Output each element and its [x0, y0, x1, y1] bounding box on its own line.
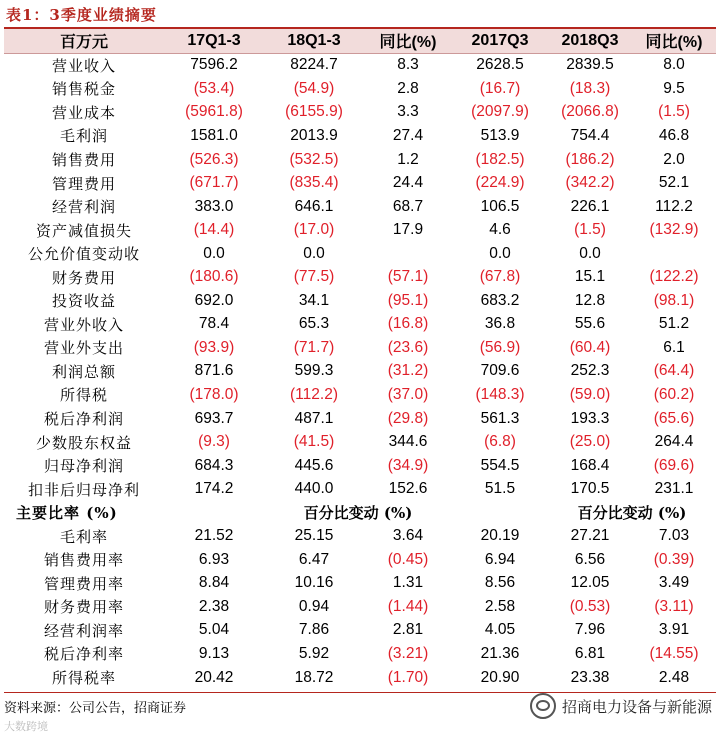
value-cell: 709.6 — [480, 362, 520, 380]
value-cell: (132.9) — [649, 221, 699, 239]
value-cell: (3.21) — [387, 644, 429, 662]
value-cell: (2066.8) — [561, 103, 619, 121]
value-cell: 12.05 — [570, 574, 610, 592]
value-cell: 1.31 — [392, 574, 424, 592]
table-row — [4, 313, 716, 337]
table-row — [4, 289, 716, 313]
value-cell: 487.1 — [294, 409, 334, 427]
value-cell: (1.5) — [658, 103, 690, 121]
change-label-1: 百分比变动 (%) — [303, 504, 413, 523]
value-cell: 2.48 — [658, 668, 690, 686]
value-cell: (37.0) — [387, 385, 429, 403]
value-cell: 8.84 — [198, 574, 230, 592]
value-cell: (1.70) — [387, 668, 429, 686]
header-cell: 百万元 — [4, 29, 164, 53]
table-row — [4, 124, 716, 148]
value-cell: (16.7) — [479, 79, 521, 97]
watermark-secondary-text: 大数跨境 — [4, 720, 48, 733]
value-cell: 226.1 — [570, 197, 610, 215]
table-row — [4, 407, 716, 431]
value-cell: 440.0 — [294, 480, 334, 498]
value-cell: 65.3 — [298, 315, 330, 333]
value-cell — [632, 242, 716, 266]
ratio-section-header — [4, 501, 716, 525]
value-cell: 6.94 — [484, 550, 516, 568]
value-cell: (17.0) — [293, 221, 335, 239]
value-cell: (60.2) — [653, 385, 695, 403]
value-cell: 2.8 — [397, 79, 419, 97]
header-cell: 18Q1-3 — [264, 29, 364, 53]
table-row — [4, 595, 716, 619]
value-cell: (16.8) — [387, 315, 429, 333]
value-cell: 1581.0 — [190, 126, 238, 144]
value-cell: (29.8) — [387, 409, 429, 427]
header-cell: 同比(%) — [632, 29, 716, 53]
table-row — [4, 666, 716, 690]
value-cell: (77.5) — [293, 268, 335, 286]
value-cell: 6.47 — [298, 550, 330, 568]
watermark-secondary — [4, 718, 48, 734]
source-note: 资料来源：公司公告，招商证券 — [4, 701, 187, 716]
header-cell: 2017Q3 — [452, 29, 548, 53]
row-label: 销售税金 — [51, 80, 116, 99]
row-label: 营业成本 — [51, 103, 116, 122]
value-cell: 8.56 — [484, 574, 516, 592]
row-label: 经营利润率 — [43, 621, 124, 640]
table-row — [4, 548, 716, 572]
value-cell: 51.2 — [658, 315, 690, 333]
value-cell: 9.5 — [663, 79, 685, 97]
value-cell: 3.3 — [397, 103, 419, 121]
value-cell: 7.03 — [658, 527, 690, 545]
value-cell: (53.4) — [193, 79, 235, 97]
row-label: 管理费用率 — [43, 574, 124, 593]
table-row — [4, 619, 716, 643]
table-row — [4, 524, 716, 548]
value-cell: 112.2 — [655, 197, 693, 215]
row-label: 毛利润 — [59, 127, 108, 146]
value-cell: 55.6 — [574, 315, 606, 333]
header-cell: 17Q1-3 — [164, 29, 264, 53]
value-cell — [364, 242, 452, 266]
row-label: 管理费用 — [51, 174, 116, 193]
value-cell: 445.6 — [294, 456, 334, 474]
value-cell: 599.3 — [294, 362, 334, 380]
value-cell: 17.9 — [392, 221, 424, 239]
watermark — [530, 693, 712, 719]
value-cell: 21.52 — [194, 527, 234, 545]
row-label: 营业收入 — [51, 56, 116, 75]
value-cell: 168.4 — [570, 456, 610, 474]
table-row — [4, 383, 716, 407]
value-cell: (67.8) — [479, 268, 521, 286]
value-cell: 6.56 — [574, 550, 606, 568]
value-cell: (98.1) — [653, 291, 695, 309]
value-cell: (18.3) — [569, 79, 611, 97]
value-cell: (0.45) — [387, 550, 429, 568]
value-cell: (60.4) — [569, 338, 611, 356]
row-label: 财务费用率 — [43, 598, 124, 617]
row-label: 所得税 — [59, 386, 108, 405]
value-cell: 78.4 — [198, 315, 230, 333]
value-cell: (1.44) — [387, 597, 429, 615]
value-cell: 6.81 — [574, 644, 606, 662]
value-cell: 7.86 — [298, 621, 330, 639]
value-cell: 2839.5 — [566, 56, 614, 74]
value-cell: 4.05 — [484, 621, 516, 639]
value-cell: 7596.2 — [190, 56, 238, 74]
row-label: 所得税率 — [51, 669, 116, 688]
value-cell: 0.0 — [303, 244, 325, 262]
value-cell: (6.8) — [484, 433, 516, 451]
value-cell: 10.16 — [294, 574, 334, 592]
value-cell: 646.1 — [294, 197, 334, 215]
value-cell: 52.1 — [658, 174, 690, 192]
value-cell: 2.81 — [392, 621, 424, 639]
value-cell: 0.0 — [489, 244, 511, 262]
value-cell: (1.5) — [574, 221, 606, 239]
value-cell: 0.0 — [203, 244, 225, 262]
value-cell: (178.0) — [189, 385, 239, 403]
value-cell: 5.92 — [298, 644, 330, 662]
value-cell: 0.94 — [298, 597, 330, 615]
value-cell: (526.3) — [189, 150, 239, 168]
row-label: 税后净利率 — [43, 645, 124, 664]
table-row — [4, 430, 716, 454]
value-cell: 383.0 — [194, 197, 234, 215]
table-row — [4, 336, 716, 360]
value-cell: 0.0 — [579, 244, 601, 262]
row-label: 投资收益 — [51, 292, 116, 311]
row-label: 经营利润 — [51, 198, 116, 217]
row-label: 营业外收入 — [43, 315, 124, 334]
value-cell: 3.49 — [658, 574, 690, 592]
value-cell: (23.6) — [387, 338, 429, 356]
value-cell: (112.2) — [290, 385, 338, 403]
header-cell: 同比(%) — [364, 29, 452, 53]
watermark-text: 招商电力设备与新能源 — [561, 697, 712, 716]
value-cell: (182.5) — [475, 150, 525, 168]
value-cell: 20.19 — [480, 527, 520, 545]
value-cell: 18.72 — [294, 668, 334, 686]
value-cell: (9.3) — [198, 433, 230, 451]
header-row — [4, 29, 716, 53]
table-row — [4, 242, 716, 266]
value-cell: 36.8 — [484, 315, 516, 333]
value-cell: 8.0 — [663, 56, 685, 74]
ratio-section-row — [4, 501, 716, 525]
value-cell: (95.1) — [387, 291, 429, 309]
table-row — [4, 265, 716, 289]
value-cell: (25.0) — [569, 433, 611, 451]
value-cell: (31.2) — [387, 362, 429, 380]
value-cell: 21.36 — [480, 644, 520, 662]
row-label: 公允价值变动收 — [27, 245, 140, 264]
value-cell: 9.13 — [198, 644, 230, 662]
value-cell: 2013.9 — [290, 126, 338, 144]
value-cell: 24.4 — [392, 174, 424, 192]
value-cell: (835.4) — [289, 174, 339, 192]
value-cell: (14.4) — [193, 221, 235, 239]
value-cell: (57.1) — [387, 268, 429, 286]
row-label: 税后净利润 — [43, 410, 124, 429]
value-cell: (0.53) — [569, 597, 611, 615]
wechat-icon — [530, 693, 556, 719]
table-row — [4, 477, 716, 501]
value-cell: 684.3 — [194, 456, 234, 474]
value-cell: (69.6) — [653, 456, 695, 474]
value-cell: 692.0 — [194, 291, 234, 309]
table-row — [4, 360, 716, 384]
table-row — [4, 642, 716, 666]
value-cell: (0.39) — [653, 550, 695, 568]
value-cell: 513.9 — [480, 126, 520, 144]
value-cell: 693.7 — [194, 409, 234, 427]
table-row — [4, 218, 716, 242]
value-cell: (64.4) — [653, 362, 695, 380]
value-cell: (224.9) — [475, 174, 525, 192]
row-label: 营业外支出 — [43, 339, 124, 358]
value-cell: 6.1 — [663, 338, 685, 356]
value-cell: 4.6 — [489, 221, 511, 239]
value-cell: 20.42 — [194, 668, 234, 686]
value-cell: 1.2 — [397, 150, 419, 168]
value-cell: 2628.5 — [476, 56, 524, 74]
ratio-section-label: 主要比率 (%) — [16, 504, 118, 523]
value-cell: 754.4 — [570, 126, 610, 144]
value-cell: (148.3) — [475, 385, 525, 403]
table-row — [4, 77, 716, 101]
row-label: 少数股东权益 — [35, 433, 132, 452]
value-cell: 2.58 — [484, 597, 516, 615]
value-cell: 2.38 — [198, 597, 230, 615]
table-row — [4, 148, 716, 172]
value-cell: 12.8 — [574, 291, 606, 309]
value-cell: 264.4 — [654, 433, 694, 451]
row-label: 扣非后归母净利 — [27, 480, 140, 499]
header-cell: 2018Q3 — [548, 29, 632, 53]
value-cell: 2.0 — [663, 150, 685, 168]
row-label: 财务费用 — [51, 268, 116, 287]
row-label: 利润总额 — [51, 362, 116, 381]
value-cell: 51.5 — [484, 480, 516, 498]
value-cell: 344.6 — [388, 433, 428, 451]
value-cell: (34.9) — [387, 456, 429, 474]
table-row — [4, 572, 716, 596]
value-cell: (6155.9) — [285, 103, 343, 121]
value-cell: (122.2) — [649, 268, 699, 286]
value-cell: 5.04 — [198, 621, 230, 639]
value-cell: 554.5 — [480, 456, 520, 474]
value-cell: (2097.9) — [471, 103, 529, 121]
value-cell: 7.96 — [574, 621, 606, 639]
value-cell: 68.7 — [392, 197, 424, 215]
value-cell: 8224.7 — [290, 56, 338, 74]
value-cell: (342.2) — [565, 174, 615, 192]
ratio-body — [4, 524, 716, 689]
value-cell: 3.91 — [658, 621, 690, 639]
value-cell: (65.6) — [653, 409, 695, 427]
row-label: 归母净利润 — [43, 457, 124, 476]
value-cell: 15.1 — [574, 268, 606, 286]
table-row — [4, 171, 716, 195]
value-cell: (14.55) — [649, 644, 699, 662]
value-cell: 8.3 — [397, 56, 419, 74]
value-cell: 152.6 — [388, 480, 428, 498]
change-label-2: 百分比变动 (%) — [577, 504, 687, 523]
value-cell: 231.1 — [654, 480, 694, 498]
table-row — [4, 53, 716, 77]
value-cell: 34.1 — [298, 291, 330, 309]
value-cell: 20.90 — [480, 668, 520, 686]
table-row — [4, 454, 716, 478]
value-cell: 193.3 — [570, 409, 610, 427]
value-cell: (671.7) — [189, 174, 239, 192]
value-cell: 46.8 — [658, 126, 690, 144]
table-row — [4, 101, 716, 125]
value-cell: (532.5) — [289, 150, 339, 168]
value-cell: (5961.8) — [185, 103, 243, 121]
value-cell: 25.15 — [294, 527, 334, 545]
table-row — [4, 195, 716, 219]
value-cell: 561.3 — [480, 409, 520, 427]
value-cell: (180.6) — [189, 268, 239, 286]
value-cell: 174.2 — [194, 480, 234, 498]
value-cell: 27.21 — [570, 527, 610, 545]
value-cell: (59.0) — [569, 385, 611, 403]
value-cell: 683.2 — [480, 291, 520, 309]
row-label: 销售费用 — [51, 151, 116, 169]
value-cell: 170.5 — [570, 480, 610, 498]
row-label: 销售费用率 — [43, 551, 124, 570]
value-cell: (54.9) — [293, 79, 335, 97]
value-cell: 106.5 — [480, 197, 520, 215]
value-cell: 27.4 — [392, 126, 424, 144]
value-cell: 23.38 — [570, 668, 610, 686]
row-label: 资产减值损失 — [35, 221, 132, 240]
value-cell: (186.2) — [565, 150, 615, 168]
income-body — [4, 53, 716, 501]
value-cell: (56.9) — [479, 338, 521, 356]
value-cell: (93.9) — [193, 338, 235, 356]
value-cell: 3.64 — [392, 527, 424, 545]
value-cell: 252.3 — [570, 362, 610, 380]
value-cell: 871.6 — [194, 362, 234, 380]
row-label: 毛利率 — [59, 527, 108, 546]
value-cell: 6.93 — [198, 550, 230, 568]
value-cell: (3.11) — [654, 597, 694, 615]
table-title: 表1：3季度业绩摘要 — [6, 6, 157, 24]
value-cell: (41.5) — [293, 433, 335, 451]
value-cell: (71.7) — [293, 338, 335, 356]
financial-summary-table — [4, 29, 716, 689]
